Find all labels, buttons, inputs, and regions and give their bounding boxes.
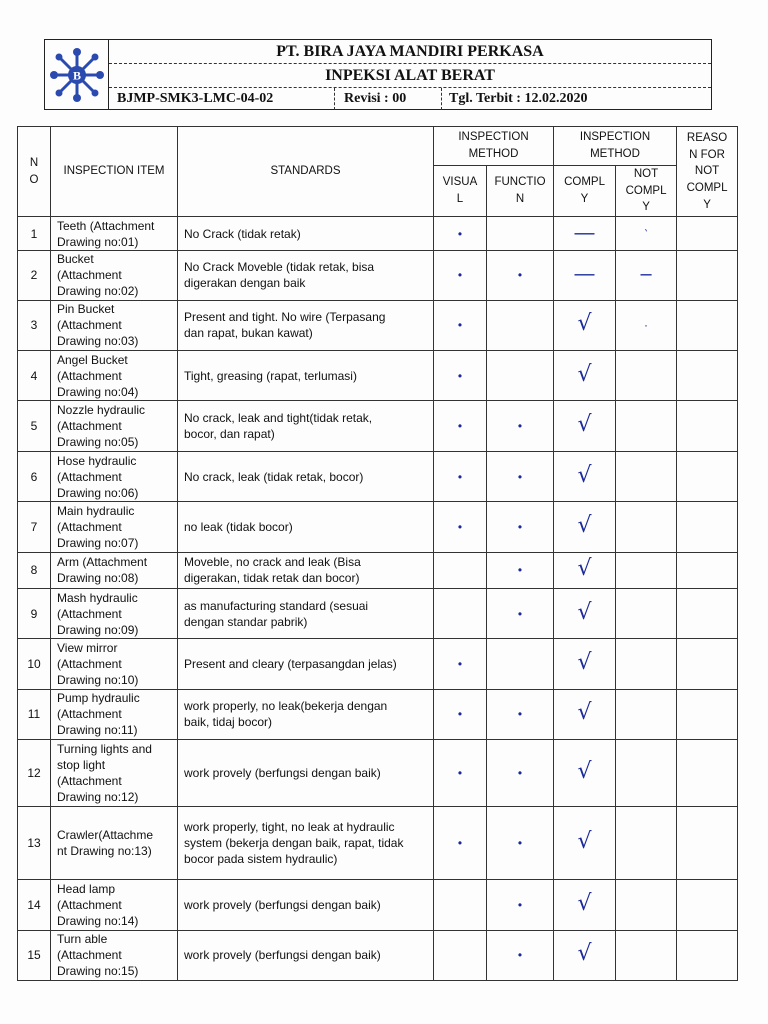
reason-cell [677,880,738,930]
visual-check-mark [434,740,487,807]
visual-check-mark [434,502,487,552]
comply-mark [554,639,616,689]
not-comply-mark [616,806,677,880]
visual-check-mark-text: • [457,419,463,434]
inspection-item-text: Nozzle hydraulic (Attachment Drawing no:05) [57,403,146,450]
comply-mark-text: √ [577,828,592,854]
visual-check-mark [434,217,487,251]
comply-mark-text: √ [577,462,592,488]
standard-text [178,300,434,350]
inspection-item-text: Teeth (Attachment Drawing no:01) [57,218,155,249]
function-check-mark [487,689,554,739]
inspection-item [51,251,178,300]
comply-mark [554,217,616,251]
comply-mark-text: √ [577,556,592,582]
function-check-mark [487,588,554,638]
row-number [18,880,51,930]
comply-mark [554,588,616,638]
standard-text-text: Tight, greasing (rapat, terlumasi) [184,368,357,383]
reason-cell [677,806,738,880]
row-number-text: 2 [30,268,38,283]
standard-text [178,451,434,501]
not-comply-mark [616,300,677,350]
row-number [18,451,51,501]
standard-text-text: no leak (tidak bocor) [184,519,293,534]
visual-check-mark [434,930,487,980]
standard-text-text: No Crack (tidak retak) [184,226,301,241]
inspection-item [51,740,178,807]
function-check-mark-text: • [517,268,523,283]
table-row [18,740,738,807]
function-check-mark-text: • [517,606,523,621]
row-number-text: 8 [30,563,38,578]
reason-cell [677,740,738,807]
comply-mark-text: √ [577,700,592,726]
visual-check-mark-text: • [457,656,463,671]
standard-text [178,689,434,739]
inspection-item-text: Turning lights and stop light (Attachment Drawing no:12) [57,741,152,804]
not-comply-mark [616,880,677,930]
reason-cell [677,451,738,501]
standard-text [178,401,434,451]
not-comply-mark [616,552,677,588]
header-not-comply-label: NOT COMPL Y [625,168,667,214]
header-reason-label: REASO N FOR NOT COMPL Y [686,131,728,211]
visual-check-mark [434,451,487,501]
company-logo [49,46,105,104]
comply-mark-text: √ [577,758,592,784]
inspection-item-text: Hose hydraulic (Attachment Drawing no:06) [57,453,139,500]
row-number-text: 7 [30,519,38,534]
not-comply-mark [616,451,677,501]
visual-check-mark [434,588,487,638]
header-inspection-item [51,127,178,217]
row-number-text: 4 [30,368,38,383]
standard-text-text: work properly, no leak(bekerja dengan baik, tidaj bocor) [184,699,388,730]
row-number-text: 13 [27,835,41,850]
standard-text-text: work provely (berfungsi dengan baik) [184,765,381,780]
function-check-mark [487,217,554,251]
not-comply-mark [616,251,677,300]
reason-cell [677,351,738,401]
standard-text [178,552,434,588]
function-check-mark-text: • [517,707,523,722]
inspection-item-text: Arm (Attachment Drawing no:08) [57,555,148,586]
inspection-item [51,401,178,451]
inspection-item [51,502,178,552]
header-comply [554,166,616,217]
standard-text-text: Present and cleary (terpasangdan jelas) [184,656,397,671]
inspection-item [51,588,178,638]
table-row [18,639,738,689]
comply-mark [554,689,616,739]
not-comply-mark [616,689,677,739]
comply-mark [554,740,616,807]
row-number-text: 11 [27,707,41,722]
comply-mark-text: √ [577,941,592,967]
function-check-mark [487,930,554,980]
header-inspection-label: INSPECTION METHOD [579,131,651,160]
comply-mark [554,806,616,880]
reason-cell [677,217,738,251]
row-number-text: 12 [27,765,41,780]
table-row [18,451,738,501]
header-divider [109,87,711,88]
visual-check-mark [434,880,487,930]
comply-mark [554,930,616,980]
row-number [18,502,51,552]
comply-mark-text: √ [577,649,592,675]
standard-text-text: No crack, leak and tight(tidak retak, bocor, dan rapat) [184,411,373,442]
form-title: INPEKSI ALAT BERAT [325,67,495,84]
comply-mark [554,300,616,350]
comply-mark-text: √ [577,412,592,438]
standard-text-text: work provely (berfungsi dengan baik) [184,897,381,912]
inspection-item-text: Angel Bucket (Attachment Drawing no:04) [57,352,139,399]
function-check-mark [487,880,554,930]
comply-mark-text: — [574,221,595,244]
standard-text-text: Moveble, no crack and leak (Bisa digerakan, tidak retak dan bocor) [184,555,361,586]
comply-mark [554,351,616,401]
row-number-text: 9 [30,606,38,621]
row-number-text: 3 [30,318,38,333]
comply-mark-text: √ [577,311,592,337]
function-check-mark [487,351,554,401]
header-method-group [434,127,554,166]
row-number-text: 14 [27,897,41,912]
table-row [18,552,738,588]
row-number [18,401,51,451]
standard-text-text: work provely (berfungsi dengan baik) [184,948,381,963]
row-number [18,740,51,807]
reason-cell [677,300,738,350]
inspection-item [51,217,178,251]
header-comply-label: COMPL Y [564,176,605,205]
not-comply-mark [616,401,677,451]
document-code: BJMP-SMK3-LMC-04-02 [117,91,274,106]
comply-mark-text: √ [577,890,592,916]
inspection-item [51,806,178,880]
logo-cell [45,40,109,109]
document-header [44,39,712,110]
inspection-item-text: Bucket (Attachment Drawing no:02) [57,252,139,299]
function-check-mark-text: • [517,897,523,912]
comply-mark [554,251,616,300]
comply-mark-text: √ [577,599,592,625]
header-reason [677,127,738,217]
function-check-mark [487,806,554,880]
table-row [18,401,738,451]
row-number-text: 5 [30,419,38,434]
standard-text [178,502,434,552]
not-comply-mark-text: · [644,318,649,333]
visual-check-mark [434,689,487,739]
inspection-item [51,451,178,501]
visual-check-mark-text: • [457,469,463,484]
reason-cell [677,401,738,451]
inspection-item-text: Head lamp (Attachment Drawing no:14) [57,881,139,928]
header-method-label: INSPECTION METHOD [458,131,529,160]
visual-check-mark-text: • [457,268,463,283]
standard-text [178,639,434,689]
table-row [18,689,738,739]
row-number [18,300,51,350]
comply-mark-text: √ [577,361,592,387]
inspection-item [51,300,178,350]
header-divider [109,63,711,64]
standard-text-text: work properly, tight, no leak at hydraulic system (bekerja dengan baik, rapat, tidak bocor pada sistem hydraulic) [184,819,404,866]
header-no-label: N O [29,156,39,186]
revision-number: Revisi : 00 [344,91,407,106]
standard-text [178,251,434,300]
visual-check-mark-text: • [457,707,463,722]
function-check-mark-text: • [517,519,523,534]
row-number-text: 6 [30,469,38,484]
visual-check-mark-text: • [457,519,463,534]
meta-divider [441,88,442,110]
reason-cell [677,689,738,739]
visual-check-mark [434,639,487,689]
meta-divider [334,88,335,110]
comply-mark [554,880,616,930]
not-comply-mark [616,588,677,638]
visual-check-mark [434,351,487,401]
row-number-text: 10 [27,656,41,671]
standard-text [178,217,434,251]
inspection-item-text: Turn able (Attachment Drawing no:15) [57,932,139,979]
inspection-item-text: Mash hydraulic (Attachment Drawing no:09) [57,590,139,637]
comply-mark [554,552,616,588]
not-comply-mark [616,639,677,689]
visual-check-mark-text: • [457,835,463,850]
inspection-item [51,880,178,930]
function-check-mark [487,740,554,807]
table-row [18,806,738,880]
inspection-item-text: Pin Bucket (Attachment Drawing no:03) [57,302,139,349]
header-no [18,127,51,217]
standard-text-text: No Crack Moveble (tidak retak, bisa digerakan dengan baik [184,260,375,291]
visual-check-mark-text: • [457,318,463,333]
reason-cell [677,588,738,638]
row-number [18,588,51,638]
inspection-item [51,351,178,401]
visual-check-mark [434,806,487,880]
table-row [18,217,738,251]
header-not-comply [616,166,677,217]
standard-text [178,880,434,930]
header-function-label: FUNCTIO N [494,176,546,205]
row-number [18,217,51,251]
function-check-mark-text: • [517,835,523,850]
comply-mark-text: √ [577,512,592,538]
header-standards-label: STANDARDS [270,165,341,178]
standard-text-text: Present and tight. No wire (Terpasang dan rapat, bukan kawat) [184,310,386,341]
visual-check-mark-text: • [457,368,463,383]
inspection-item-text: Pump hydraulic (Attachment Drawing no:11) [57,691,140,738]
svg-text:B: B [72,68,82,83]
row-number [18,639,51,689]
visual-check-mark [434,251,487,300]
function-check-mark-text: • [517,469,523,484]
function-check-mark [487,300,554,350]
row-number-text: 1 [30,226,38,241]
function-check-mark-text: • [517,948,523,963]
row-number-text: 15 [27,948,41,963]
standard-text [178,930,434,980]
comply-mark-text: — [574,263,595,286]
row-number [18,351,51,401]
function-check-mark-text: • [517,765,523,780]
comply-mark [554,401,616,451]
function-check-mark [487,639,554,689]
visual-check-mark [434,300,487,350]
inspection-item [51,552,178,588]
inspection-item [51,639,178,689]
function-check-mark [487,502,554,552]
not-comply-mark [616,740,677,807]
inspection-item-text: Main hydraulic (Attachment Drawing no:07) [57,503,139,550]
not-comply-mark [616,930,677,980]
not-comply-mark [616,217,677,251]
comply-mark [554,502,616,552]
function-check-mark-text: • [517,563,523,578]
company-name: PT. BIRA JAYA MANDIRI PERKASA [276,43,544,60]
inspection-item [51,689,178,739]
inspection-item-text: Crawler(Attachme nt Drawing no:13) [57,827,154,858]
table-row [18,502,738,552]
row-number [18,930,51,980]
header-visual [434,166,487,217]
header-function [487,166,554,217]
function-check-mark [487,401,554,451]
not-comply-mark [616,502,677,552]
header-item-label: INSPECTION ITEM [63,165,165,178]
comply-mark [554,451,616,501]
reason-cell [677,552,738,588]
not-comply-mark [616,351,677,401]
header-visual-label: VISUA L [442,176,478,205]
row-number [18,251,51,300]
function-check-mark [487,251,554,300]
standard-text-text: No crack, leak (tidak retak, bocor) [184,469,364,484]
row-number [18,689,51,739]
function-check-mark-text: • [517,419,523,434]
table-row [18,351,738,401]
issue-date: Tgl. Terbit : 12.02.2020 [449,91,588,106]
visual-check-mark-text: • [457,226,463,241]
table-row [18,930,738,980]
visual-check-mark [434,552,487,588]
table-row [18,880,738,930]
inspection-item [51,930,178,980]
visual-check-mark [434,401,487,451]
reason-cell [677,251,738,300]
standard-text-text: as manufacturing standard (sesuai dengan standar pabrik) [184,598,369,629]
standard-text [178,740,434,807]
table-row [18,251,738,300]
reason-cell [677,502,738,552]
not-comply-mark-text: ‵ [644,226,648,241]
function-check-mark [487,552,554,588]
header-inspection-group [554,127,677,166]
row-number [18,552,51,588]
standard-text [178,588,434,638]
inspection-table [17,126,738,981]
not-comply-mark-text: – [640,263,652,286]
inspection-rows [18,217,738,981]
reason-cell [677,930,738,980]
table-row [18,300,738,350]
standard-text [178,806,434,880]
header-standards [178,127,434,217]
function-check-mark [487,451,554,501]
visual-check-mark-text: • [457,765,463,780]
inspection-item-text: View mirror (Attachment Drawing no:10) [57,640,139,687]
standard-text [178,351,434,401]
table-row [18,588,738,638]
row-number [18,806,51,880]
reason-cell [677,639,738,689]
